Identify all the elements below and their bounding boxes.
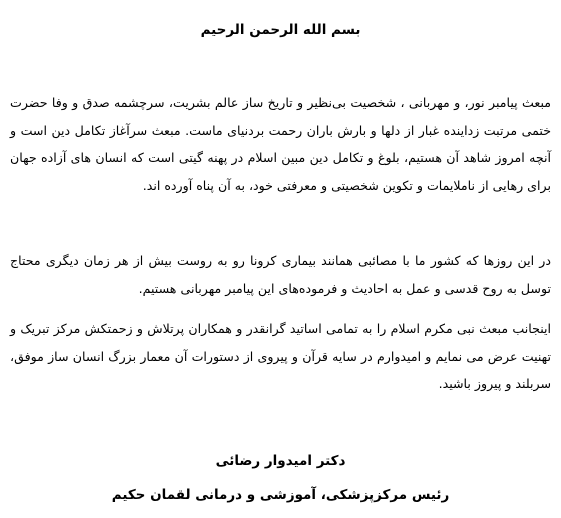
paragraph-mabath: مبعث پیامبر نور، و مهربانی ، شخصیت بی‌نظیر و تاریخ ساز عالم بشریت، سرچشمه صدق و وفا حضرت ختمی مرتبت زداینده غبار از دلها و بارش باران رحمت بردنیای ماست. مبعث سرآغاز تکامل دین است و آنچه امروز شاهد آن هستیم، بلوغ و تکامل دین مبین اسلام در پهنه گیتی است که انسان های آزاده جهان برای رهایی از ناملایمات و تکوین شخصیتی و معرفتی خود، به آن پناه آورده اند. bbox=[10, 95, 551, 193]
document bbox=[10, 0, 551, 518]
document-heading: بسم الله الرحمن الرحیم bbox=[200, 22, 361, 38]
paragraph-congratulations: اینجانب مبعث نبی مکرم اسلام را به تمامی اساتید گرانقدر و همکاران پرتلاش و زحمتکش مرکز تبریک و تهنیت عرض می نمایم و امیدوارم در سایه قرآن و پیروی از دستورات آن معمار بزرگ انسان ساز موفق، سربلند و پیروز باشید. bbox=[10, 321, 551, 391]
signature-name: دکتر امیدوار رضائی bbox=[215, 453, 346, 469]
signature-title: رئیس مرکزپزشکی، آموزشی و درمانی لقمان حکیم bbox=[111, 487, 450, 503]
paragraph-corona: در این روزها که کشور ما با مصائبی همانند بیماری کرونا رو به روست بیش از هر زمان دیگری محتاج توسل به روح قدسی و عمل به احادیث و فرموده‌های این پیامبر مهربانی هستیم. bbox=[10, 253, 551, 296]
